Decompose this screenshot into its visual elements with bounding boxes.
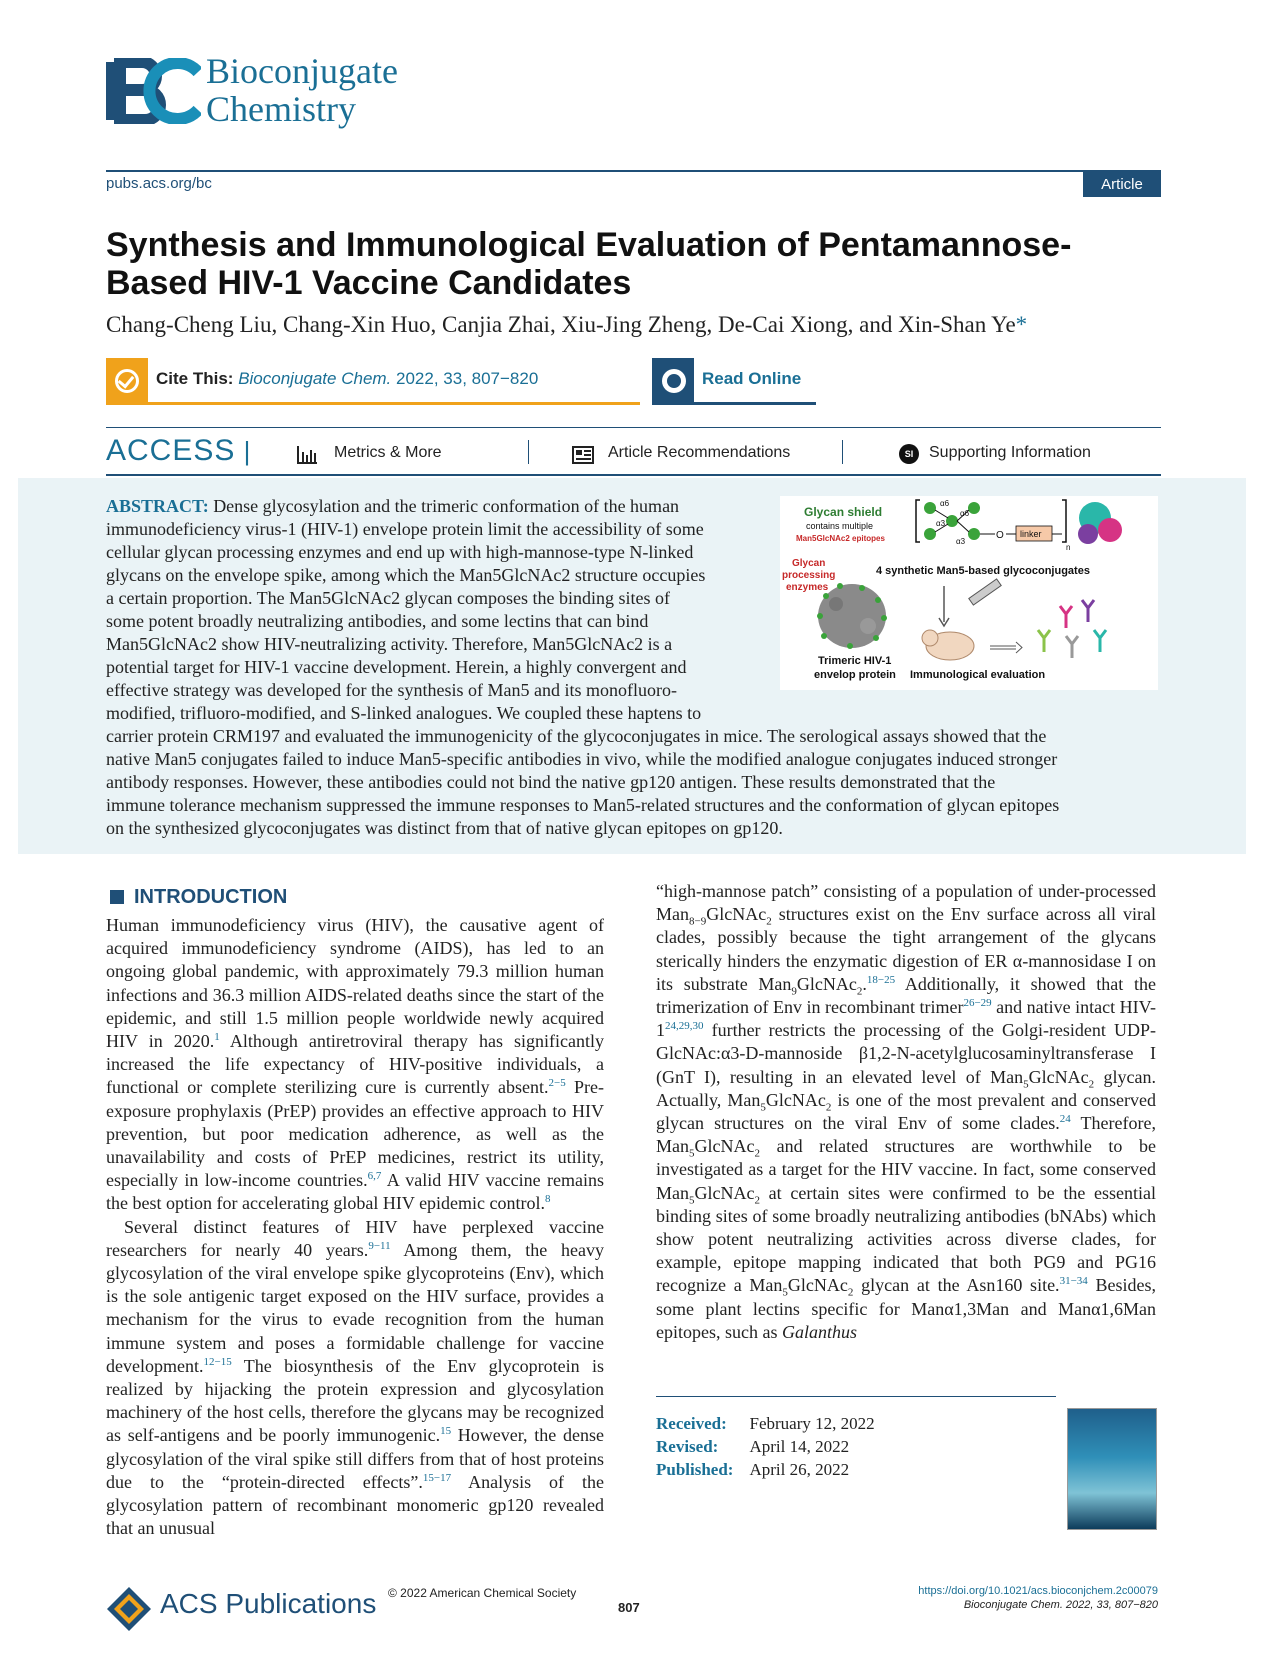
introduction-heading: INTRODUCTION [134, 886, 288, 908]
journal-logo-text[interactable] [206, 52, 398, 128]
abstract-line-1: immunodeficiency virus-1 (HIV-1) envelope protein limit the accessibility of some [106, 519, 704, 539]
abstract-top [106, 495, 762, 725]
doi-link[interactable]: https://doi.org/10.1021/acs.bioconjchem.2c00079 [918, 1585, 1158, 1597]
journal-logo-mark [106, 58, 201, 124]
toc-alpha3b: α3 [956, 537, 966, 546]
toc-n-label: n [1066, 543, 1071, 552]
article-recommendations-link[interactable]: Article Recommendations [608, 444, 791, 461]
abstract-line-0-text: Dense glycosylation and the trimeric conformation of the human [213, 496, 680, 516]
journal-citation-footer: Bioconjugate Chem. 2022, 33, 807−820 [963, 1599, 1158, 1611]
access-divider-2 [842, 440, 843, 464]
si-icon: SI [899, 444, 919, 464]
toc-alpha3a: α3 [936, 519, 946, 528]
abstract-line-12: antibody responses. However, these antibodies could not bind the native gp120 antigen. These results demonstrated that the [106, 772, 996, 792]
toc-trimeric: Trimeric HIV-1 [818, 655, 892, 667]
toc-processing-2: processing [782, 570, 836, 581]
revised-label: Revised: [656, 1437, 719, 1456]
authors-text: Chang-Cheng Liu, Chang-Xin Huo, Canjia Zhai, Xiu-Jing Zheng, De-Cai Xiong, and Xin-Shan Ye [106, 312, 1016, 337]
toc-processing-3: enzymes [786, 582, 829, 593]
intro-column-right [656, 880, 1156, 1344]
abstract-bottom [106, 725, 1160, 840]
publication-dates [656, 1412, 891, 1481]
acs-publications-logo[interactable]: ACS Publications [160, 1588, 377, 1619]
abstract-line-9: modified, trifluoro-modified, and S-linked analogues. We coupled these haptens to [106, 703, 702, 723]
intro-paragraph-1: Human immunodeficiency virus (HIV), the causative agent of acquired immunodeficiency syndrome (AIDS), has led to an ongoing global pandemic, with approximately 79.3 million human infections and 36.3 million AIDS-related deaths since the start of the epidemic, and still 1.5 million people worldwide newly acquired HIV in 2020.$^1$ Although antiretroviral therapy has significantly increased the life expectancy of HIV-positive individuals, a functional or complete sterilizing cure is currently absent.$^{2-5}$ Pre-exposure prophylaxis (PrEP) provides an effective approach to HIV prevention, but poor medication adherence, as well as the unavailability and costs of PrEP medicines, restrict its utility, especially in low-income countries.$^{6,7}$ A valid HIV vaccine remains the best option for accelerating global HIV epidemic control.$^8$ [106, 915, 605, 1214]
author-list [106, 312, 1027, 338]
access-text: ACCESS [106, 434, 236, 467]
toc-glycan-shield: Glycan shield [804, 505, 883, 519]
section-bullet [110, 890, 124, 904]
abstract-line-11: native Man5 conjugates failed to induce Man5-specific antibodies in vivo, while the modified analogue conjugates induced stronger [106, 749, 1058, 769]
globe-icon-inner [667, 374, 681, 388]
received-label: Received: [656, 1414, 727, 1433]
toc-alpha6b: α6 [960, 509, 970, 518]
corresponding-author-mark[interactable]: * [1015, 312, 1028, 337]
article-title: Synthesis and Immunological Evaluation of Pentamannose-Based HIV-1 Vaccine Candidates [106, 226, 1072, 302]
read-online-underline [652, 402, 816, 405]
published-label: Published: [656, 1460, 734, 1479]
site-url-link[interactable]: pubs.acs.org/bc [106, 175, 212, 192]
toc-linker: linker [1020, 529, 1042, 539]
header-rule [106, 170, 1161, 172]
intro-column-left [106, 914, 604, 1540]
page-number: 807 [618, 1600, 640, 1615]
bar-chart-icon [296, 446, 318, 464]
copyright: © 2022 American Chemical Society [388, 1586, 577, 1600]
cite-this[interactable] [156, 369, 538, 389]
toc-synthetic: 4 synthetic Man5-based glycoconjugates [876, 565, 1090, 577]
metrics-more-link[interactable]: Metrics & More [334, 444, 442, 461]
received-date: February 12, 2022 [749, 1414, 875, 1433]
cite-label: Cite This: [156, 369, 234, 388]
cite-underline [106, 402, 640, 405]
toc-contains: contains multiple [806, 521, 874, 531]
access-label: ACCESS | [106, 434, 252, 467]
journal-cover-thumbnail[interactable] [1067, 1408, 1157, 1530]
published-date: April 26, 2022 [749, 1460, 850, 1479]
toc-immuno: Immunological evaluation [910, 669, 1046, 681]
toc-alpha6a: α6 [940, 499, 950, 508]
acs-logo-icon [106, 1586, 152, 1632]
intro-paragraph-3: “high-mannose patch” consisting of a population of under-processed Man$_{8-9}$GlcNAc$_2$ structures exist on the Env surface across all viral clades, possibly because the tight arrangement of the glycans sterically hinders the enzymatic digestion of ER α-mannosidase I on its substrate Man$_9$GlcNAc$_2$.$^{18-25}$ Additionally, it showed that the trimerization of Env in recombinant trimer$^{26-29}$ and native intact HIV-1$^{24,29,30}$ further restricts the processing of the Golgi-resident UDP-GlcNAc:α3-D-mannoside β1,2-N-acetylglucosaminyltransferase I (GnT I), resulting in an elevated level of Man$_5$GlcNAc$_2$ glycan. Actually, Man$_5$GlcNAc$_2$ is one of the most prevalent and conserved glycan structures on the viral Env of some clades.$^{24}$ Therefore, Man$_5$GlcNAc$_2$ and related structures are worthwhile to be investigated as a target for the HIV vaccine. In fact, some conserved Man$_5$GlcNAc$_2$ at certain sites were confirmed to be the essential binding sites of some broadly neutralizing antibodies (bNAbs) which show potent neutralizing activities across diverse clades, for example, epitope mapping indicated that both PG9 and PG16 recognize a Man$_5$GlcNAc$_2$ glycan at the Asn160 site.$^{31-34}$ Besides, some plant lectins specific for Manα1,3Man and Manα1,6Man epitopes, such as Galanthus [656, 881, 1157, 1342]
abstract-line-7: potential target for HIV-1 vaccine development. Herein, a highly convergent and [106, 657, 687, 677]
toc-o-label: O [996, 530, 1004, 541]
toc-envelop: envelop protein [814, 669, 896, 681]
access-divider-1 [528, 440, 529, 464]
revised-date: April 14, 2022 [749, 1437, 850, 1456]
read-online-button[interactable]: Read Online [702, 369, 802, 388]
toc-epitopes: Man5GlcNAc2 epitopes [796, 534, 885, 543]
toc-processing-1: Glycan [792, 558, 826, 569]
abstract-line-5: some potent broadly neutralizing antibodies, and some lectins that can bind [106, 611, 649, 631]
intro-paragraph-2: Several distinct features of HIV have perplexed vaccine researchers for nearly 40 years.$^{9-11}$ Among them, the heavy glycosylation of the viral envelope spike glycoproteins (Env), which is the sole antigenic target exposed on the HIV surface, provides a mechanism for the virus to evade recognition from the human immune system and poses a formidable challenge for vaccine development.$^{12-15}$ The biosynthesis of the Env glycoprotein is realized by hijacking the protein expression and glycosylation machinery of the host cells, therefore the glycans may be recognized as self-antigens and be poorly immunogenic.$^{15}$ However, the dense glycosylation of the viral spike still differs from that of host proteins due to the “protein-directed effects”.$^{15-17}$ Analysis of the glycosylation pattern of recombinant monomeric gp120 revealed that an unusual [106, 1216, 604, 1539]
abstract-line-10: carrier protein CRM197 and evaluated the immunogenicity of the glycoconjugates in mice. The serological assays showed that the [106, 726, 1047, 746]
article-recommendations-icon [572, 446, 594, 464]
abstract-line-6: Man5GlcNAc2 show HIV-neutralizing activity. Therefore, Man5GlcNAc2 is a [106, 634, 673, 654]
abstract-line-3: glycans on the envelope spike, among which the Man5GlcNAc2 structure occupies [106, 565, 706, 585]
toc-graphic-art [780, 496, 1158, 690]
logo-line1: Bioconjugate [206, 51, 398, 91]
access-rule-bottom [106, 474, 1161, 476]
abstract-line-13: immune tolerance mechanism suppressed the immune responses to Man5-related structures and the conformation of glycan epitopes [106, 795, 1060, 815]
access-rule-top [106, 427, 1161, 428]
abstract-line-4: a certain proportion. The Man5GlcNAc2 glycan composes the binding sites of [106, 588, 671, 608]
supporting-information-link[interactable]: Supporting Information [929, 444, 1091, 461]
abstract-line-0 [106, 495, 762, 518]
abstract-line-14: on the synthesized glycoconjugates was distinct from that of native glycan epitopes on gp120. [106, 818, 783, 838]
cite-details: 2022, 33, 807−820 [396, 369, 539, 388]
abstract-line-8: effective strategy was developed for the synthesis of Man5 and its monofluoro- [106, 680, 678, 700]
dates-rule [656, 1396, 1056, 1397]
cite-journal: Bioconjugate Chem. [238, 369, 392, 388]
abstract-line-2: cellular glycan processing enzymes and end up with high-mannose-type N-linked [106, 542, 694, 562]
logo-line2: Chemistry [206, 89, 356, 129]
article-type-badge: Article [1083, 172, 1161, 197]
abstract-heading: ABSTRACT: [106, 496, 209, 516]
